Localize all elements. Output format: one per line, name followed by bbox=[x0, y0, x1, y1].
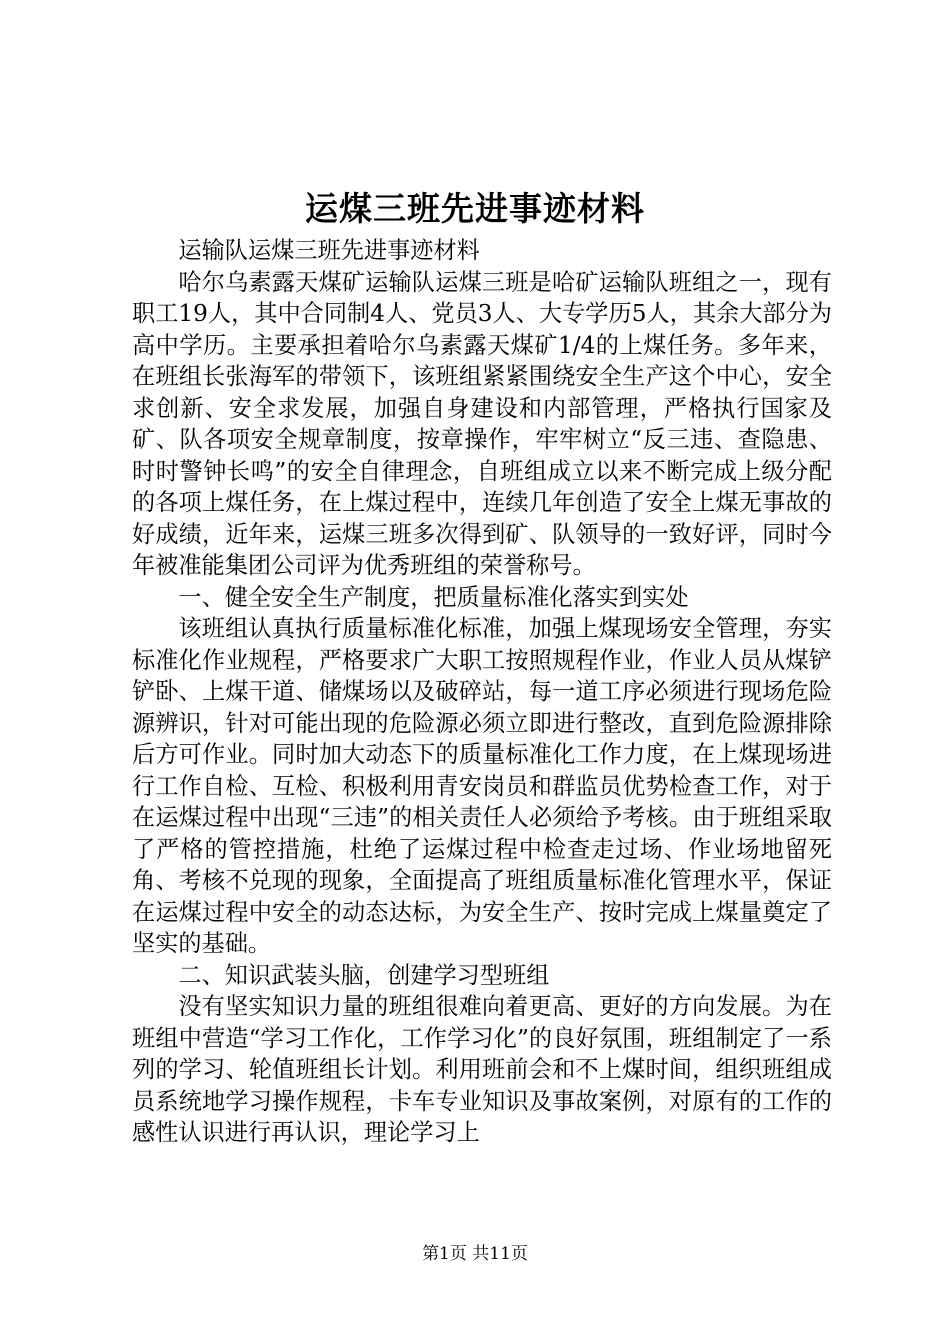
section-heading: 二、知识武装头脑，创建学习型班组 bbox=[178, 961, 550, 989]
subtitle-paragraph: 运输队运煤三班先进事迹材料 bbox=[178, 237, 480, 264]
body-paragraph: 没有坚实知识力量的班组很难向着更高、更好的方向发展。为在班组中营造“学习工作化，工作学习化”的良好氛围，班组制定了一系列的学习、轮值班组长计划。利用班前会和不上煤时间，组织班组成员系统地学习操作规程，卡车专业知识及事故案例，对原有的工作的感性认识进行再认识，理论学习上 bbox=[132, 993, 832, 1146]
body-paragraph: 哈尔乌素露天煤矿运输队运煤三班是哈矿运输队班组之一，现有职工19人，其中合同制4人、党员3人、大专学历5人，其余大部分为高中学历。主要承担着哈尔乌素露天煤矿1/4的上煤任务。多年来，在班组长张海军的带领下，该班组紧紧围绕安全生产这个中心，安全求创新、安全求发展，加强自身建设和内部管理，严格执行国家及矿、队各项安全规章制度，按章操作，牢牢树立“反三违、查隐患、时时警钟长鸣”的安全自律理念，自班组成立以来不断完成上级分配的各项上煤任务，在上煤过程中，连续几年创造了安全上煤无事故的好成绩，近年来，运煤三班多次得到矿、队领导的一致好评，同时今年被准能集团公司评为优秀班组的荣誉称号。 bbox=[132, 268, 832, 579]
body-paragraph: 该班组认真执行质量标准化标准，加强上煤现场安全管理，夯实标准化作业规程，严格要求广大职工按照规程作业，作业人员从煤铲铲卧、上煤干道、储煤场以及破碎站，每一道工序必须进行现场危险源辨识，针对可能出现的危险源必须立即进行整改，直到危险源排除后方可作业。同时加大动态下的质量标准化工作力度，在上煤现场进行工作自检、互检、积极利用青安岗员和群监员优势检查工作，对于在运煤过程中出现“三违”的相关责任人必须给予考核。由于班组采取了严格的管控措施，杜绝了运煤过程中检查走过场、作业场地留死角、考核不兑现的现象，全面提高了班组质量标准化管理水平，保证在运煤过程中安全的动态达标，为安全生产、按时完成上煤量奠定了坚实的基础。 bbox=[132, 615, 832, 957]
document-title: 运煤三班先进事迹材料 bbox=[305, 189, 645, 228]
document-body bbox=[132, 235, 832, 1149]
section-heading: 一、健全安全生产制度，把质量标准化落实到实处 bbox=[178, 583, 689, 611]
page-number-footer: 第1页 共11页 bbox=[422, 1244, 528, 1264]
